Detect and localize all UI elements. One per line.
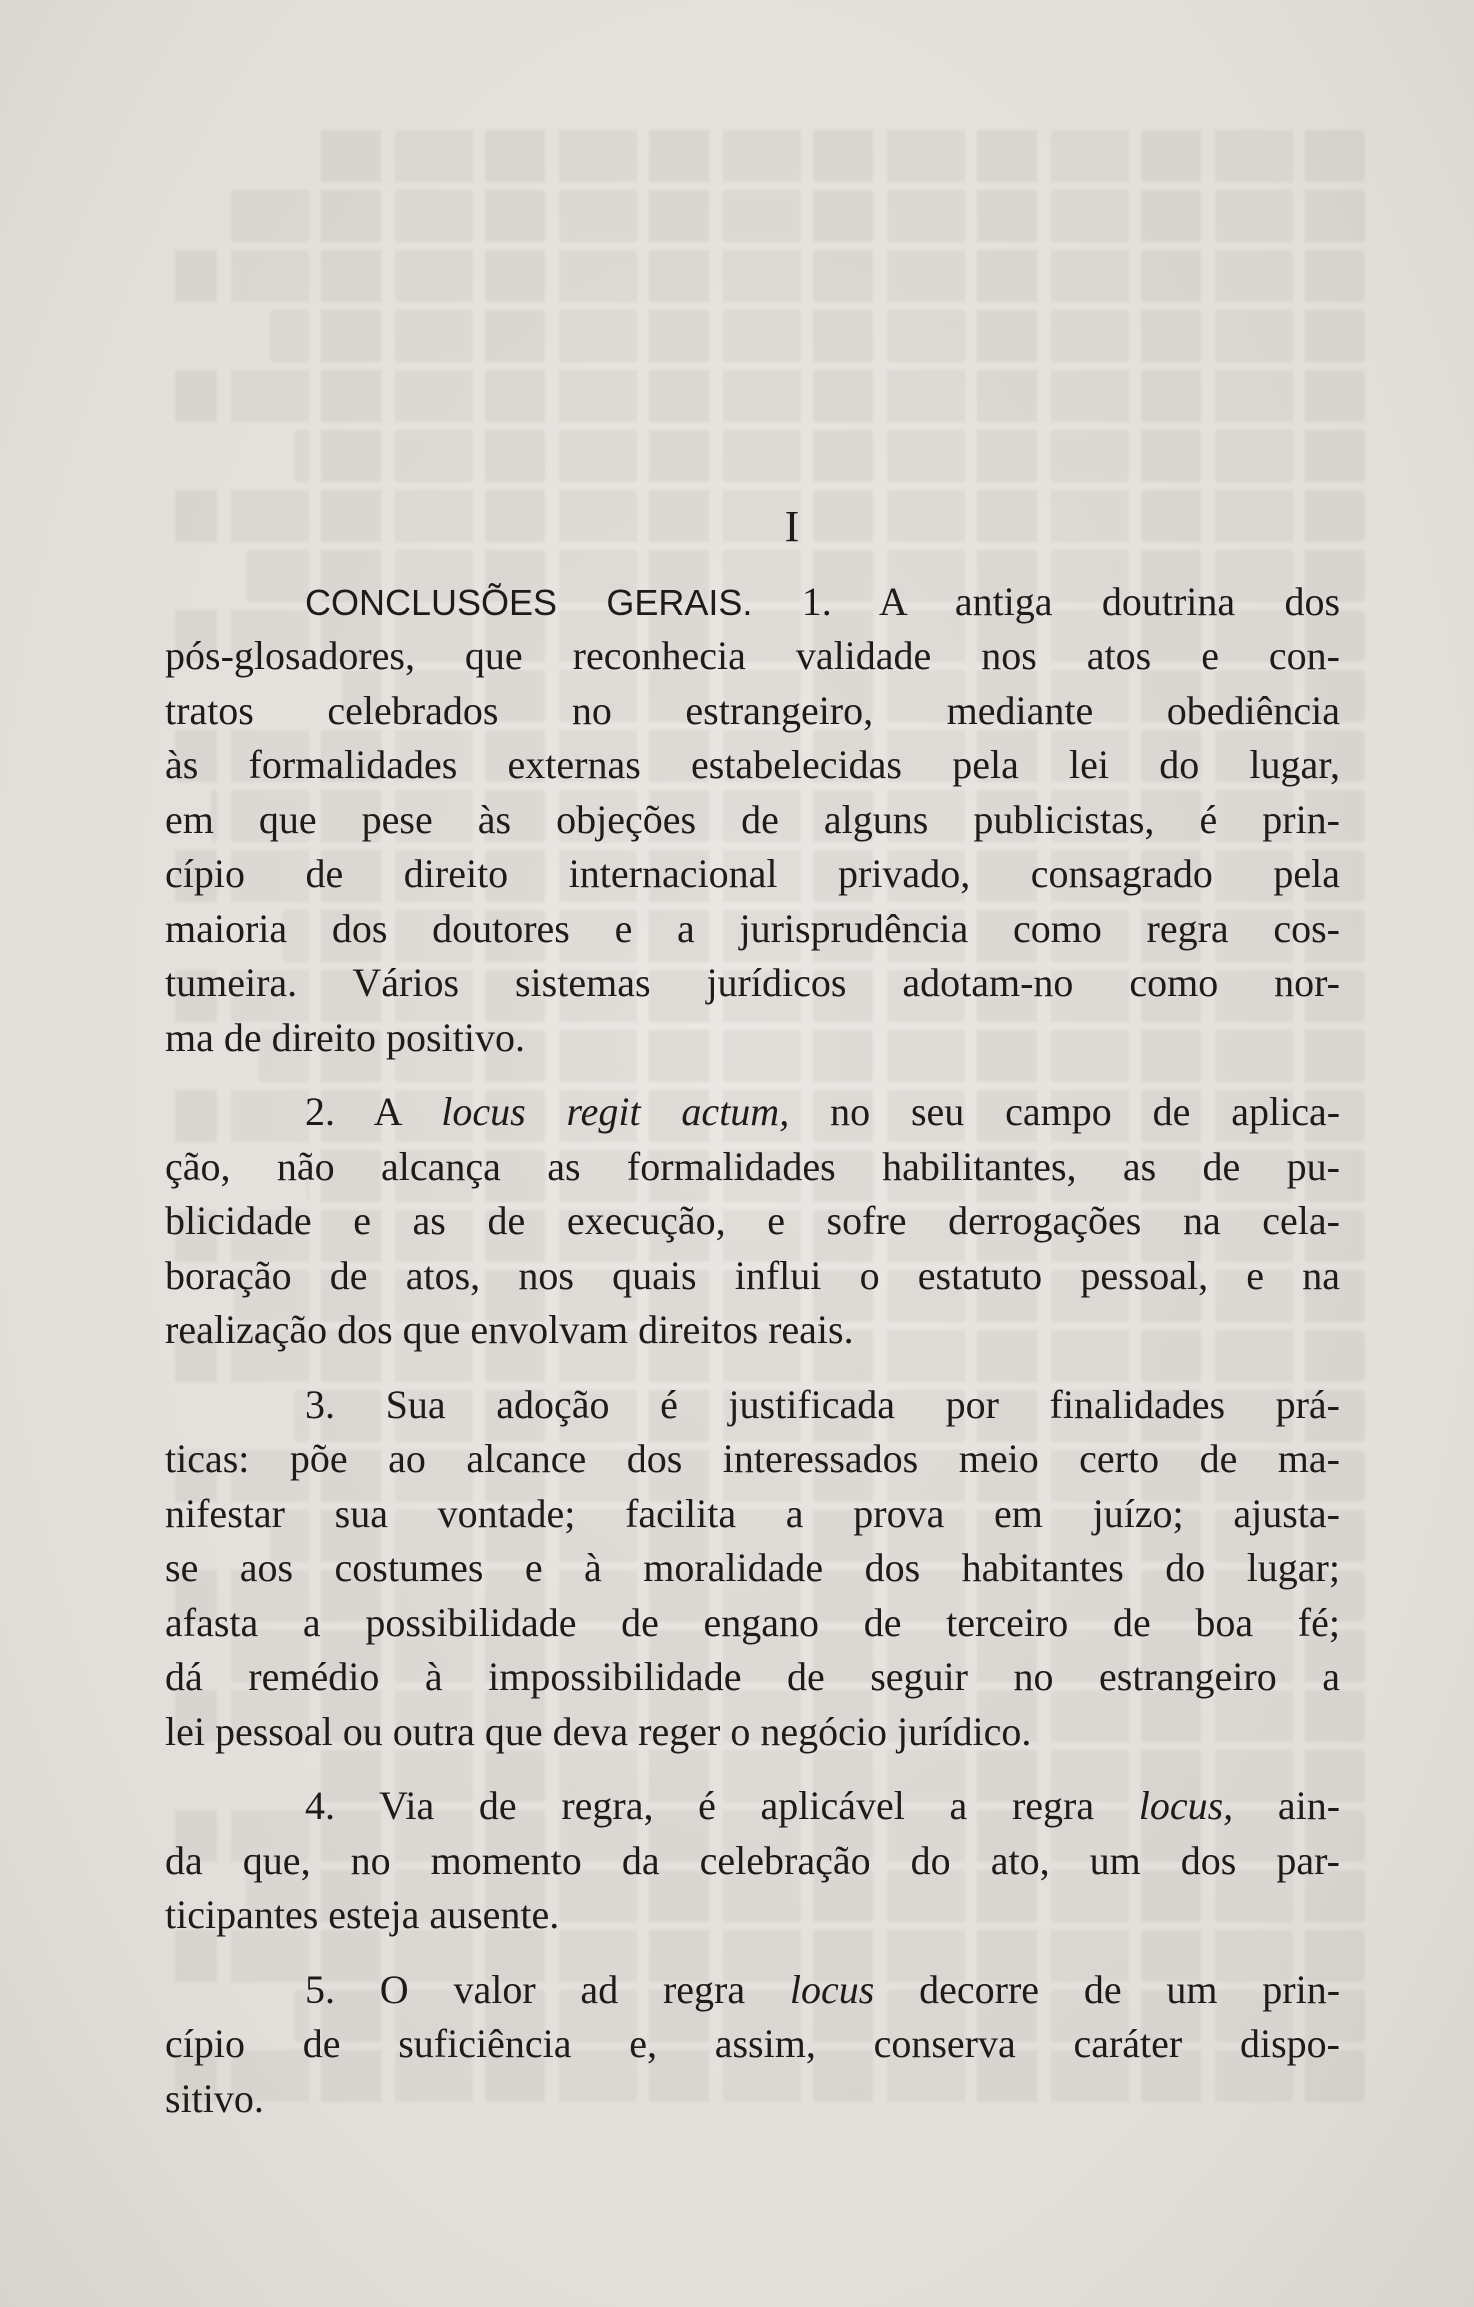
- paragraph-line: cípio de suficiência e, assim, conserva caráter dispo-: [165, 2021, 1340, 2066]
- paragraph-line: ticas: põe ao alcance dos interessados meio certo de ma-: [165, 1436, 1340, 1481]
- paragraph-line: ticipantes esteja ausente.: [165, 1892, 560, 1937]
- paragraph-line: se aos costumes e à moralidade dos habitantes do lugar;: [165, 1545, 1340, 1590]
- paragraph-text: ain-: [1277, 1783, 1341, 1828]
- paragraph-line: afasta a possibilidade de engano de terceiro de boa fé;: [165, 1599, 1340, 1645]
- paragraph-line: nifestar sua vontade; facilita a prova em juízo; ajusta-: [165, 1490, 1340, 1536]
- paragraph-text: A: [373, 1089, 401, 1134]
- paragraph-line: em que pese às objeções de alguns publicistas, é prin-: [165, 796, 1340, 842]
- paragraph-line: sitivo.: [165, 2075, 264, 2121]
- section-numeral: I: [784, 502, 801, 551]
- paragraph-text: Sua adoção é justificada por finalidades prá-: [385, 1381, 1341, 1427]
- latin-phrase: locus regit actum,: [441, 1089, 790, 1134]
- paragraph-line: ção, não alcança as formalidades habilitantes, as de pu-: [165, 1143, 1340, 1189]
- paragraph-5: [165, 1963, 1340, 2127]
- paragraph-line: [165, 1085, 1340, 1140]
- paragraph-number: 3.: [305, 1381, 335, 1427]
- paragraph-line: dá remédio à impossibilidade de seguir no estrangeiro a: [165, 1654, 1340, 1699]
- paragraph-number: 1.: [801, 578, 832, 624]
- paragraph-line: às formalidades externas estabelecidas pela lei do lugar,: [165, 742, 1340, 787]
- paragraph-4: [165, 1779, 1340, 1943]
- page-text: [165, 500, 1340, 2126]
- paragraph-line: pós-glosadores, que reconhecia validade nos atos e con-: [165, 633, 1340, 678]
- paragraph-3: [165, 1378, 1340, 1760]
- paragraph-line: cípio de direito internacional privado, consagrado pela: [165, 851, 1340, 896]
- paragraph-line: [165, 575, 1340, 630]
- section-title: CONCLUSÕES GERAIS.: [305, 581, 753, 623]
- paragraph-number: 2.: [305, 1089, 335, 1134]
- paragraph-line: da que, no momento da celebração do ato, um dos par-: [165, 1837, 1340, 1883]
- paragraph-line: boração de atos, nos quais influi o estatuto pessoal, e na: [165, 1252, 1340, 1298]
- paragraph-number: 4.: [305, 1783, 335, 1828]
- paragraph-line: [165, 1963, 1340, 2018]
- paragraph-text: no seu campo de aplica-: [830, 1089, 1341, 1134]
- latin-word: locus: [789, 1966, 875, 2012]
- paragraph-line: tratos celebrados no estrangeiro, mediante obediência: [165, 687, 1340, 733]
- paragraph-line: blicidade e as de execução, e sofre derrogações na cela-: [165, 1198, 1340, 1243]
- paragraph-line: tumeira. Vários sistemas jurídicos adotam-no como nor-: [165, 960, 1340, 1005]
- paragraph-text: A antiga doutrina dos: [878, 578, 1341, 624]
- paragraph-line: realização dos que envolvam direitos reais.: [165, 1307, 854, 1352]
- paragraph-number: 5.: [305, 1966, 335, 2012]
- paragraph-text: Via de regra, é aplicável a regra: [378, 1783, 1095, 1828]
- paragraph-line: ma de direito positivo.: [165, 1014, 525, 1060]
- paragraph-1: [165, 575, 1340, 1066]
- paragraph-line: [165, 1378, 1340, 1433]
- latin-word: locus,: [1138, 1783, 1234, 1828]
- paragraph-line: maioria dos doutores e a jurisprudência como regra cos-: [165, 905, 1340, 951]
- paragraph-text: O valor ad regra: [379, 1966, 746, 2012]
- paragraph-text: decorre de um prin-: [919, 1966, 1341, 2012]
- paragraph-line: [165, 1779, 1340, 1834]
- paragraph-line: lei pessoal ou outra que deva reger o negócio jurídico.: [165, 1708, 1032, 1754]
- paragraph-2: [165, 1085, 1340, 1358]
